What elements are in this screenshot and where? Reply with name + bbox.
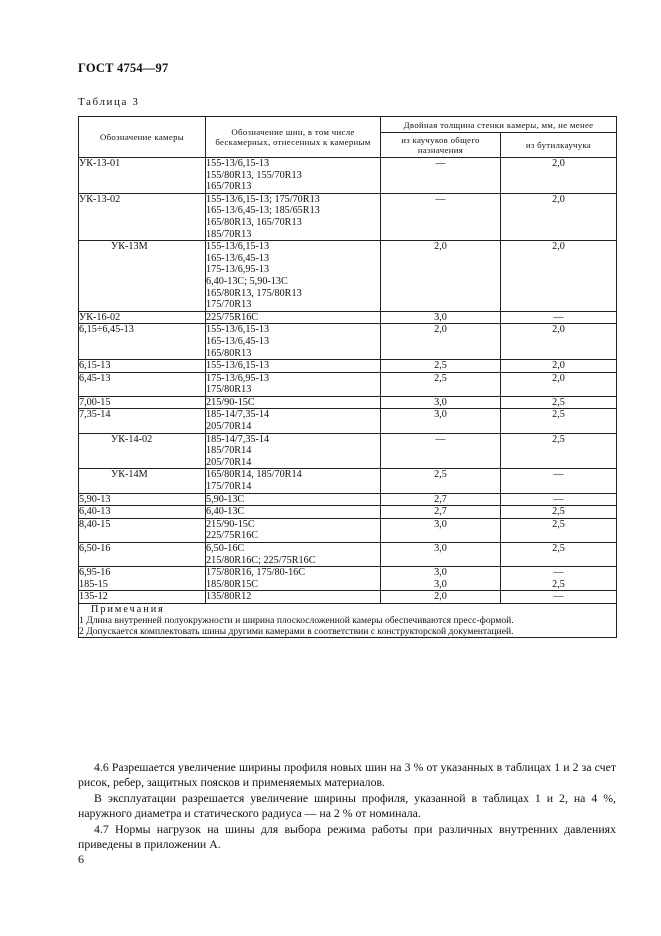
tire-designation: 185/80R15С xyxy=(206,578,259,590)
document-header: ГОСТ 4754—97 xyxy=(78,61,169,75)
paragraph-text: 4.6 Разрешается увеличение ширины профиля новых шин на 3 % от указанных в таблицах 1 и 2 за счет рисок, ребер, защитных поясков и применяемых материалов. xyxy=(78,760,616,789)
page-number: 6 xyxy=(78,852,84,866)
cell-tire xyxy=(206,433,381,469)
cell-camera xyxy=(79,518,206,542)
cell-butyl-rubber xyxy=(501,409,617,433)
cell-tire xyxy=(206,324,381,360)
tire-designation: 185/70R13 xyxy=(206,228,252,240)
cell-butyl-rubber xyxy=(501,433,617,469)
cell-general-rubber xyxy=(381,193,501,240)
tire-designation: 165/70R13 xyxy=(206,181,252,193)
cell-general-rubber xyxy=(381,469,501,493)
thickness-value: 2,5 xyxy=(552,543,565,554)
cell-tire xyxy=(206,158,381,194)
cell-tire xyxy=(206,469,381,493)
camera-designation: УК-13-02 xyxy=(79,193,121,205)
cell-camera xyxy=(79,433,206,469)
cell-general-rubber xyxy=(381,433,501,469)
thickness-value: 2,0 xyxy=(434,591,447,603)
tire-designation: 205/70R14 xyxy=(206,456,252,468)
camera-table xyxy=(78,116,617,638)
camera-designation: 5,90-13 xyxy=(79,493,111,505)
tire-designation: 135/80R12 xyxy=(206,591,252,603)
cell-camera xyxy=(79,241,206,312)
cell-general-rubber xyxy=(381,409,501,433)
cell-camera xyxy=(79,396,206,409)
cell-tire xyxy=(206,396,381,409)
tire-designation: 215/90-15С xyxy=(206,518,255,530)
cell-general-rubber xyxy=(381,591,501,604)
tire-designation: 165/80R14, 185/70R14 xyxy=(206,469,302,481)
thickness-value: — xyxy=(435,158,446,169)
table-row xyxy=(79,311,617,324)
cell-tire xyxy=(206,543,381,567)
thickness-value: — xyxy=(553,311,564,323)
cell-butyl-rubber xyxy=(501,518,617,542)
thickness-value: 2,5 xyxy=(552,396,565,408)
cell-tire xyxy=(206,493,381,506)
thickness-value: 2,0 xyxy=(552,158,565,169)
thickness-value: 2,0 xyxy=(552,324,565,336)
cell-butyl-rubber xyxy=(501,506,617,519)
tire-designation: 165-13/6,45-13 xyxy=(206,252,270,264)
table-row xyxy=(79,493,617,506)
cell-general-rubber xyxy=(381,493,501,506)
tire-designation: 6,40-13С xyxy=(206,506,245,518)
tire-designation: 165/80R13, 175/80R13 xyxy=(206,287,302,299)
thickness-value: 3,0 xyxy=(434,543,447,554)
cell-general-rubber xyxy=(381,360,501,373)
table-row xyxy=(79,241,617,312)
tire-designation: 185-14/7,35-14 xyxy=(206,433,270,445)
cell-general-rubber xyxy=(381,518,501,542)
column-header-butyl-rubber: из бутилкаучука xyxy=(501,133,617,158)
cell-general-rubber xyxy=(381,241,501,312)
camera-designation: УК-14-02 xyxy=(111,433,153,445)
tire-designation: 215/90-15С xyxy=(206,396,255,408)
thickness-value: — xyxy=(553,567,564,579)
cell-butyl-rubber xyxy=(501,591,617,604)
cell-general-rubber xyxy=(381,567,501,591)
camera-designation: 7,00-15 xyxy=(79,396,111,408)
camera-designation: 6,15÷6,45-13 xyxy=(79,324,134,336)
camera-designation: 6,50-16 xyxy=(79,543,111,554)
camera-designation: УК-13М xyxy=(111,241,148,253)
cell-butyl-rubber xyxy=(501,469,617,493)
camera-designation: УК-13-01 xyxy=(79,158,121,169)
cell-tire xyxy=(206,506,381,519)
camera-designation: 6,40-13 xyxy=(79,506,111,518)
table-caption: Таблица 3 xyxy=(78,96,140,108)
cell-butyl-rubber xyxy=(501,567,617,591)
tire-designation: 5,90-13С xyxy=(206,493,245,505)
paragraph-4-7 xyxy=(78,822,616,852)
cell-tire xyxy=(206,567,381,591)
notes-title: Примечания xyxy=(91,603,165,615)
table-row xyxy=(79,324,617,360)
cell-camera xyxy=(79,324,206,360)
table-row xyxy=(79,396,617,409)
cell-general-rubber xyxy=(381,543,501,567)
tire-designation: 6,50-16С xyxy=(206,543,245,554)
thickness-value: 3,0 xyxy=(434,396,447,408)
table-row xyxy=(79,409,617,433)
cell-butyl-rubber xyxy=(501,493,617,506)
table-row xyxy=(79,433,617,469)
cell-camera xyxy=(79,360,206,373)
tire-designation: 175-13/6,95-13 xyxy=(206,264,270,276)
cell-butyl-rubber xyxy=(501,158,617,194)
cell-butyl-rubber xyxy=(501,324,617,360)
note-item: 2 Допускается комплектовать шины другими камерами в соответствии с конструкторской документацией. xyxy=(79,625,514,637)
thickness-value: 2,0 xyxy=(552,193,565,205)
camera-designation: 8,40-15 xyxy=(79,518,111,530)
table-row xyxy=(79,158,617,194)
cell-camera xyxy=(79,591,206,604)
cell-tire xyxy=(206,241,381,312)
tire-designation: 175/70R14 xyxy=(206,481,252,493)
column-header-general-rubber: из каучуков общего назначения xyxy=(381,133,501,158)
cell-general-rubber xyxy=(381,506,501,519)
cell-camera xyxy=(79,311,206,324)
thickness-value: 3,0 xyxy=(434,578,447,590)
cell-camera xyxy=(79,193,206,240)
table-row xyxy=(79,591,617,604)
note-item: 1 Длина внутренней полуокружности и ширина плоскосложенной камеры обеспечиваются пресс-формой. xyxy=(79,614,514,626)
tire-designation: 155-13/6,15-13 xyxy=(206,360,270,372)
camera-designation: 6,15-13 xyxy=(79,360,111,372)
paragraph-4-6 xyxy=(78,760,616,790)
thickness-value: 2,7 xyxy=(434,493,447,505)
thickness-value: 3,0 xyxy=(434,567,447,579)
notes-cell xyxy=(79,603,617,637)
tire-designation: 225/75R16С xyxy=(206,530,259,542)
cell-general-rubber xyxy=(381,372,501,396)
table-row xyxy=(79,543,617,567)
thickness-value: 2,5 xyxy=(434,360,447,372)
camera-designation: УК-14М xyxy=(111,469,148,481)
tire-designation: 165-13/6,45-13; 185/65R13 xyxy=(206,205,320,217)
camera-designation: 6,45-13 xyxy=(79,372,111,384)
cell-butyl-rubber xyxy=(501,193,617,240)
thickness-value: 3,0 xyxy=(434,518,447,530)
cell-tire xyxy=(206,193,381,240)
tire-designation: 175/80R13 xyxy=(206,384,252,396)
table-row xyxy=(79,469,617,493)
column-header-camera: Обозначение камеры xyxy=(79,117,206,158)
camera-designation: УК-16-02 xyxy=(79,311,121,323)
tire-designation: 6,40-13С; 5,90-13С xyxy=(206,275,288,287)
tire-designation: 155-13/6,15-13 xyxy=(206,324,270,336)
tire-designation: 175/80R16, 175/80-16С xyxy=(206,567,306,579)
tire-designation: 205/70R14 xyxy=(206,421,252,433)
thickness-value: 2,0 xyxy=(434,241,447,253)
paragraph-text: 4.7 Нормы нагрузок на шины для выбора режима работы при различных внутренних давлениях приведены в приложении А. xyxy=(78,822,616,851)
camera-designation: 135-12 xyxy=(79,591,108,603)
thickness-value: — xyxy=(435,193,446,205)
tire-designation: 155/80R13, 155/70R13 xyxy=(206,169,302,181)
cell-general-rubber xyxy=(381,396,501,409)
cell-camera xyxy=(79,469,206,493)
cell-camera xyxy=(79,506,206,519)
tire-designation: 165/80R13, 165/70R13 xyxy=(206,216,302,228)
cell-camera xyxy=(79,158,206,194)
cell-camera xyxy=(79,543,206,567)
table-row xyxy=(79,372,617,396)
tire-designation: 175/70R13 xyxy=(206,299,252,311)
cell-tire xyxy=(206,311,381,324)
cell-camera xyxy=(79,567,206,591)
thickness-value: — xyxy=(435,433,446,445)
cell-butyl-rubber xyxy=(501,396,617,409)
cell-tire xyxy=(206,518,381,542)
thickness-value: 2,5 xyxy=(552,578,565,590)
column-header-thickness: Двойная толщина стенки камеры, мм, не менее xyxy=(381,117,617,133)
thickness-value: 2,0 xyxy=(434,324,447,336)
thickness-value: 2,0 xyxy=(552,360,565,372)
thickness-value: — xyxy=(553,493,564,505)
thickness-value: 3,0 xyxy=(434,409,447,421)
cell-butyl-rubber xyxy=(501,311,617,324)
table-row xyxy=(79,518,617,542)
paragraph-operation xyxy=(78,791,616,821)
camera-designation: 7,35-14 xyxy=(79,409,111,421)
cell-tire xyxy=(206,409,381,433)
cell-camera xyxy=(79,493,206,506)
thickness-value: 2,5 xyxy=(434,372,447,384)
cell-tire xyxy=(206,360,381,373)
tire-designation: 165/80R13 xyxy=(206,347,252,359)
camera-designation: 6,95-16 185-15 xyxy=(79,567,111,590)
thickness-value: 2,5 xyxy=(552,506,565,518)
cell-tire xyxy=(206,372,381,396)
thickness-value: 2,7 xyxy=(434,506,447,518)
table-body xyxy=(79,158,617,604)
thickness-value: — xyxy=(553,469,564,481)
table-row xyxy=(79,193,617,240)
tire-designation: 215/80R16С; 225/75R16С xyxy=(206,554,316,566)
thickness-value: 2,5 xyxy=(552,518,565,530)
cell-camera xyxy=(79,409,206,433)
cell-general-rubber xyxy=(381,311,501,324)
thickness-value: 2,0 xyxy=(552,241,565,253)
tire-designation: 155-13/6,15-13; 175/70R13 xyxy=(206,193,320,205)
thickness-value: 2,0 xyxy=(552,372,565,384)
tire-designation: 185-14/7,35-14 xyxy=(206,409,270,421)
thickness-value: 3,0 xyxy=(434,311,447,323)
tire-designation: 165-13/6,45-13 xyxy=(206,335,270,347)
thickness-value: 2,5 xyxy=(434,469,447,481)
tire-designation: 225/75R16С xyxy=(206,311,259,323)
thickness-value: 2,5 xyxy=(552,433,565,445)
cell-general-rubber xyxy=(381,324,501,360)
table-row xyxy=(79,360,617,373)
paragraph-text: В эксплуатации разрешается увеличение ширины профиля, указанной в таблицах 1 и 2, на 4 %, наружного диаметра и статического радиуса — на 2 % от номинала. xyxy=(78,791,616,820)
tire-designation: 155-13/6,15-13 xyxy=(206,241,270,253)
tire-designation: 185/70R14 xyxy=(206,445,252,457)
table-row xyxy=(79,506,617,519)
cell-camera xyxy=(79,372,206,396)
cell-general-rubber xyxy=(381,158,501,194)
tire-designation: 175-13/6,95-13 xyxy=(206,372,270,384)
thickness-value: 2,5 xyxy=(552,409,565,421)
cell-butyl-rubber xyxy=(501,372,617,396)
table-row xyxy=(79,567,617,591)
cell-tire xyxy=(206,591,381,604)
thickness-value: — xyxy=(553,591,564,603)
cell-butyl-rubber xyxy=(501,360,617,373)
tire-designation: 155-13/6,15-13 xyxy=(206,158,270,169)
cell-butyl-rubber xyxy=(501,241,617,312)
cell-butyl-rubber xyxy=(501,543,617,567)
column-header-tire: Обозначение шин, в том числе бескамерных, отнесенных к камерным xyxy=(206,117,381,158)
